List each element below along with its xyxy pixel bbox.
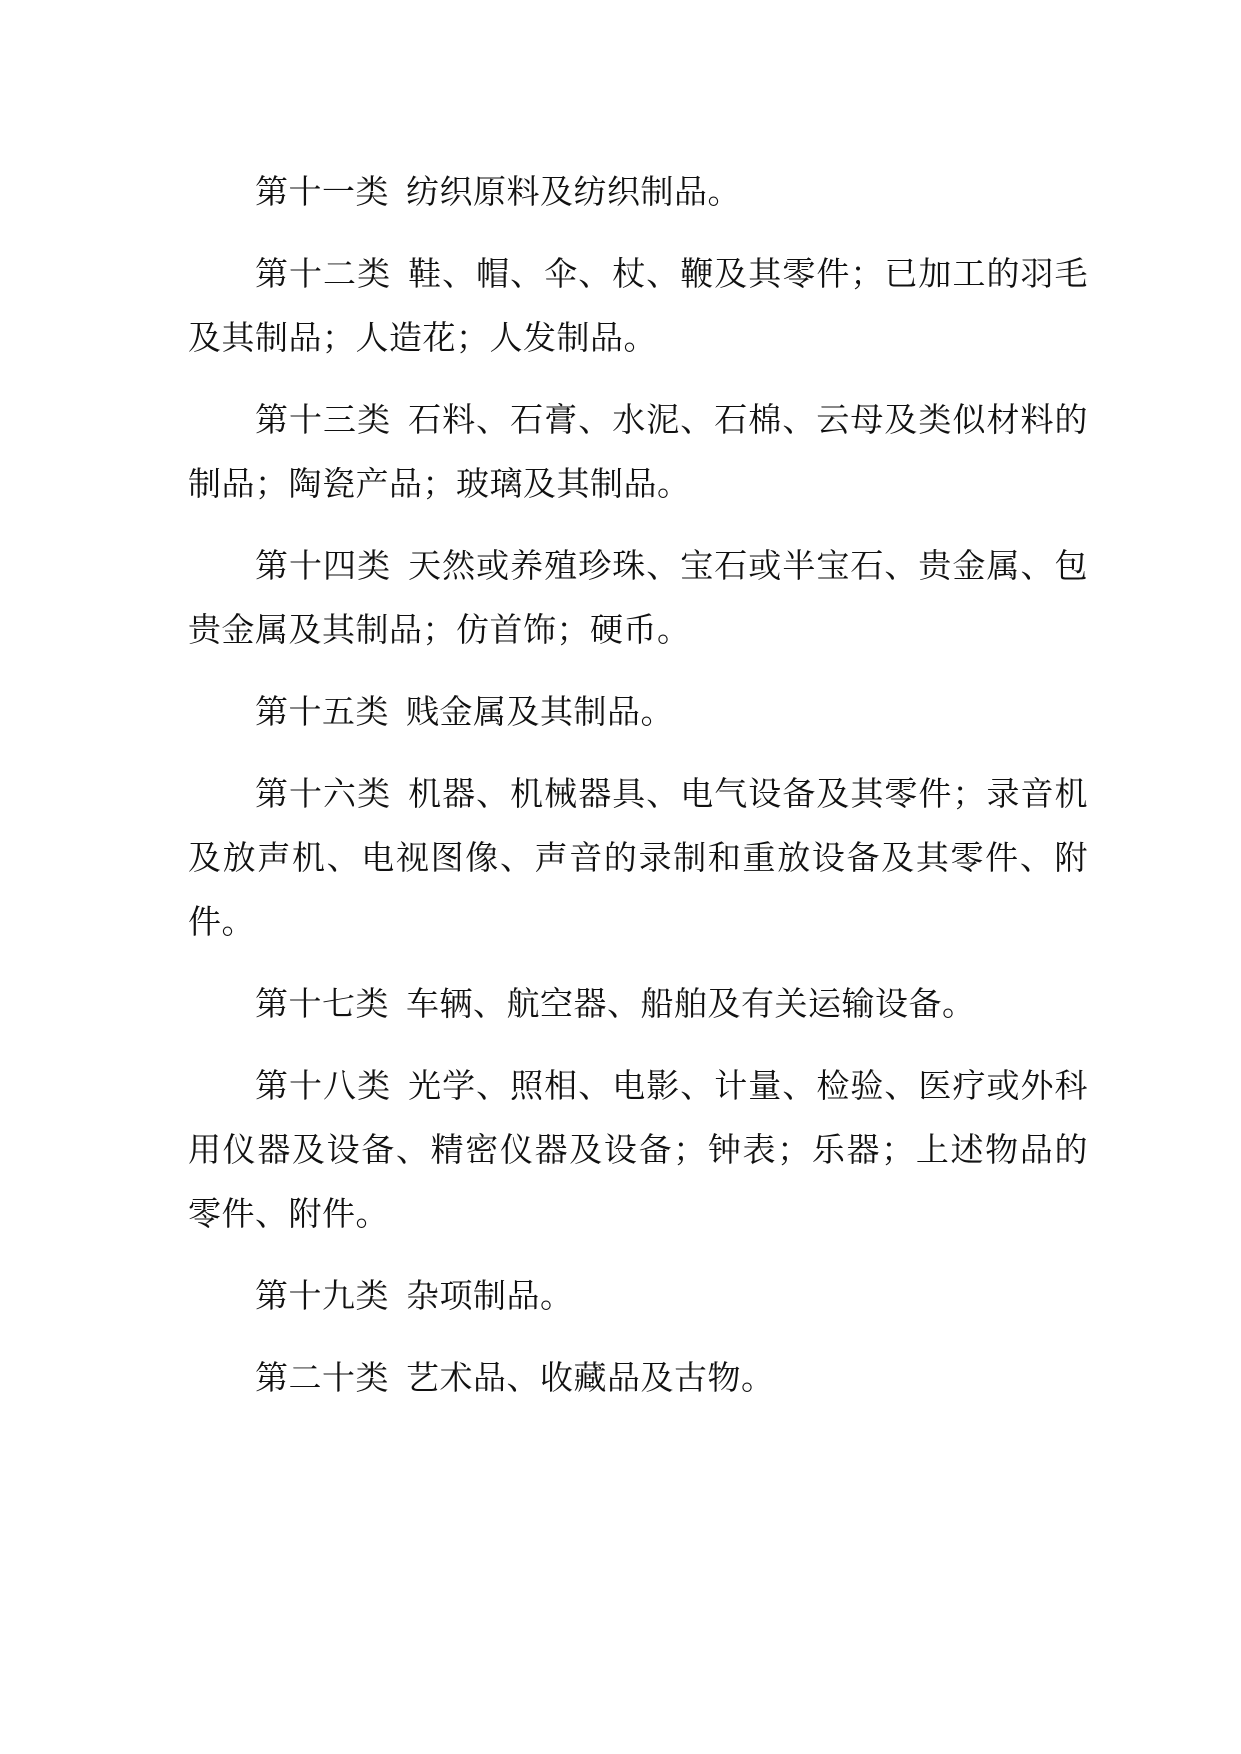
class-label: 第十二类 xyxy=(255,254,392,293)
paragraph-class-17 xyxy=(188,972,1088,1036)
class-description: 艺术品、收藏品及古物。 xyxy=(406,1358,775,1397)
paragraph-class-13 xyxy=(188,388,1088,516)
class-description: 纺织原料及纺织制品。 xyxy=(406,172,741,211)
class-description: 杂项制品。 xyxy=(406,1276,574,1315)
document-body xyxy=(188,160,1088,1428)
paragraph-class-11 xyxy=(188,160,1088,224)
class-description: 鞋、帽、伞、杖、鞭及其零件；已加工的羽毛及其制品；人造花；人发制品。 xyxy=(188,254,1089,357)
class-label: 第十六类 xyxy=(255,774,392,813)
class-label: 第十五类 xyxy=(255,692,389,731)
class-description: 光学、照相、电影、计量、检验、医疗或外科用仪器及设备、精密仪器及设备；钟表；乐器；上述物品的零件、附件。 xyxy=(188,1066,1089,1233)
class-description: 车辆、航空器、船舶及有关运输设备。 xyxy=(406,984,976,1023)
paragraph-class-20 xyxy=(188,1346,1088,1410)
paragraph-class-12 xyxy=(188,242,1088,370)
paragraph-class-19 xyxy=(188,1264,1088,1328)
class-label: 第十八类 xyxy=(255,1066,392,1105)
class-label: 第十七类 xyxy=(255,984,389,1023)
paragraph-class-16 xyxy=(188,762,1088,954)
class-description: 石料、石膏、水泥、石棉、云母及类似材料的制品；陶瓷产品；玻璃及其制品。 xyxy=(188,400,1089,503)
class-label: 第十三类 xyxy=(255,400,392,439)
class-description: 天然或养殖珍珠、宝石或半宝石、贵金属、包贵金属及其制品；仿首饰；硬币。 xyxy=(188,546,1089,649)
class-description: 贱金属及其制品。 xyxy=(406,692,674,731)
class-description: 机器、机械器具、电气设备及其零件；录音机及放声机、电视图像、声音的录制和重放设备及其零件、附件。 xyxy=(188,774,1089,941)
class-label: 第二十类 xyxy=(255,1358,389,1397)
paragraph-class-14 xyxy=(188,534,1088,662)
class-label: 第十一类 xyxy=(255,172,389,211)
class-label: 第十九类 xyxy=(255,1276,389,1315)
class-label: 第十四类 xyxy=(255,546,392,585)
paragraph-class-15 xyxy=(188,680,1088,744)
paragraph-class-18 xyxy=(188,1054,1088,1246)
